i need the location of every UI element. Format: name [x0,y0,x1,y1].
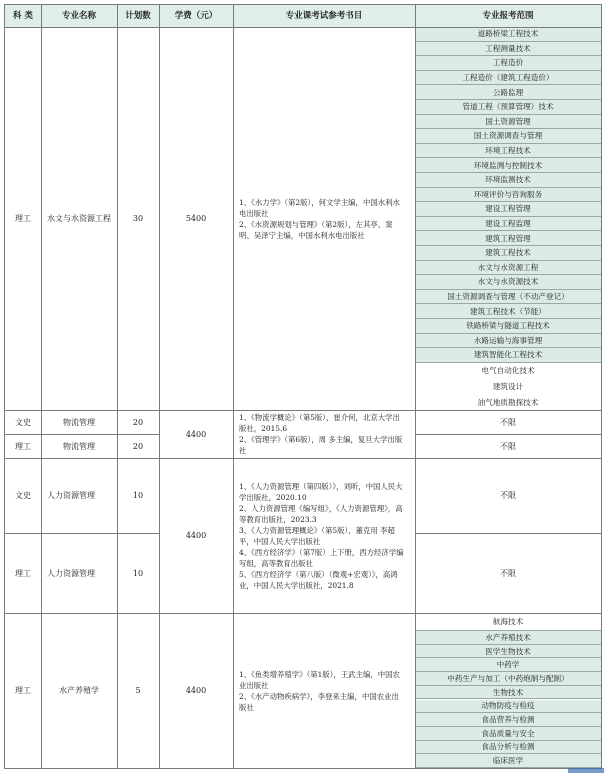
row1-books-text: 1、《水力学》（第2版），何文学主编，中国水利水电出版社 2、《水资源规划与管理》（第2版），左其亭、窦明、吴泽宁主编，中国水利水电出版社 [239,197,400,240]
row4-plan: 10 [132,491,144,500]
scope-item: 水文与水资源工程 [415,261,601,276]
row5-category: 理工 [15,568,31,578]
scope-item: 建筑工程技术（节能） [415,304,601,319]
row3-scope: 不限 [500,441,516,451]
row6-tuition: 4400 [185,686,207,695]
scope-item: 环境工程技术 [415,144,601,159]
hr-books-text: 1、《人力资源管理（第四版）》，刘昕，中国人民大学出版社，2020.10 2、人力资源管理《编写组》，《人力资源管理》，高等教育出版社，2023.3 3、《人力资源管理概论》（第5版），董克用 李超平，中国人民大学出版社 4、《西方经济学》（第7版）上下册，西方经济学编写组，高等教育出版社 5、《西方经济学（第八版）（微观+宏观）》，高鸿业，中国人民大学出版社，2021.8 [239,481,404,590]
row6-books-text: 1、《鱼类增养殖学》（第1版），王武主编，中国农业出版社 2、《水产动物疾病学》，李登来主编，中国农业出版社 [239,669,400,712]
row2-category: 文史 [15,417,31,427]
row6-books [233,613,415,768]
row4-scope: 不限 [500,491,516,500]
scope-item: 工程测量技术 [415,42,601,57]
scope-item: 电气自动化技术 [415,363,601,379]
scope-item: 国土资源调查与管理 [415,129,601,144]
row6-plan: 5 [135,686,141,695]
row1-tuition: 5400 [185,214,207,223]
hr-books [233,458,415,613]
scope-item: 中药学 [415,658,601,672]
scope-item: 环境监测与控制技术 [415,158,601,173]
header-scope: 专业报考范围 [415,5,601,27]
scope-item: 工程造价 [415,56,601,71]
row1-scope-list [415,27,601,410]
scope-item: 临床医学 [415,754,601,768]
scope-item: 食品分析与检测 [415,741,601,755]
scope-item: 建筑工程管理 [415,231,601,246]
row5-major: 人力资源管理 [47,568,95,578]
scope-item: 环境监测技术 [415,173,601,188]
row3-category: 理工 [15,441,31,451]
scope-item: 公路监理 [415,85,601,100]
scope-item: 建设工程监理 [415,217,601,232]
scope-item: 水路运输与海事管理 [415,334,601,349]
header-tuition: 学费（元） [159,5,233,27]
scope-item: 建筑智能化工程技术 [415,348,601,363]
row5-plan: 10 [132,568,144,578]
scope-item: 水产养殖技术 [415,631,601,645]
header-books: 专业课考试参考书目 [233,5,415,27]
row1-category: 理工 [15,214,31,223]
scope-item: 生物技术 [415,686,601,700]
header-category: 科 类 [5,5,41,27]
header-plan: 计划数 [117,5,159,27]
scope-item: 建筑工程技术 [415,246,601,261]
hr-tuition: 4400 [185,531,207,540]
scope-item: 医学生物技术 [415,645,601,659]
row6-major: 水产养殖学 [59,686,99,695]
scope-item: 国土资源管理 [415,115,601,130]
row4-category: 文史 [15,491,31,500]
scope-item: 动物防疫与检疫 [415,700,601,714]
header-major: 专业名称 [41,5,117,27]
scope-item: 管道工程（预算管理）技术 [415,100,601,115]
row1-books [233,27,415,410]
row1-major: 水文与水资源工程 [47,214,111,223]
corner-watermark [568,768,604,773]
scope-item: 油气地质勘探技术 [415,394,601,410]
row3-plan: 20 [132,441,144,451]
scope-item: 工程造价（建筑工程造价） [415,71,601,86]
scope-item: 食品质量与安全 [415,727,601,741]
row2-plan: 20 [132,417,144,427]
logistics-books-text: 1、《物流学概论》（第5版），崔介何，北京大学出版社，2015.6 2、《管理学》（第6版），周 多主编，复旦大学出版社 [239,413,403,455]
scope-item: 国土资源调查与管理（不动产登记） [415,290,601,305]
scope-item: 环境评价与咨询服务 [415,188,601,203]
scope-item: 建设工程管理 [415,202,601,217]
scope-item: 道路桥梁工程技术 [415,27,601,42]
row4-major: 人力资源管理 [47,491,95,500]
row6-category: 理工 [15,686,31,695]
row5-scope: 不限 [500,568,516,578]
scope-item: 中药生产与加工（中药炮制与配制） [415,672,601,686]
logistics-books [233,410,415,458]
row2-major: 物流管理 [63,417,95,427]
row3-major: 物流管理 [63,441,95,451]
admission-table [4,4,602,769]
scope-item: 铁路桥梁与隧道工程技术 [415,319,601,334]
logistics-tuition: 4400 [185,429,207,439]
scope-item: 建筑设计 [415,379,601,395]
scope-item: 食品营养与检测 [415,713,601,727]
row2-scope: 不限 [500,417,516,427]
scope-item: 航海技术 [415,613,601,631]
row1-plan: 30 [132,214,144,223]
row6-scope-list [415,613,601,768]
scope-item: 水文与水资源技术 [415,275,601,290]
